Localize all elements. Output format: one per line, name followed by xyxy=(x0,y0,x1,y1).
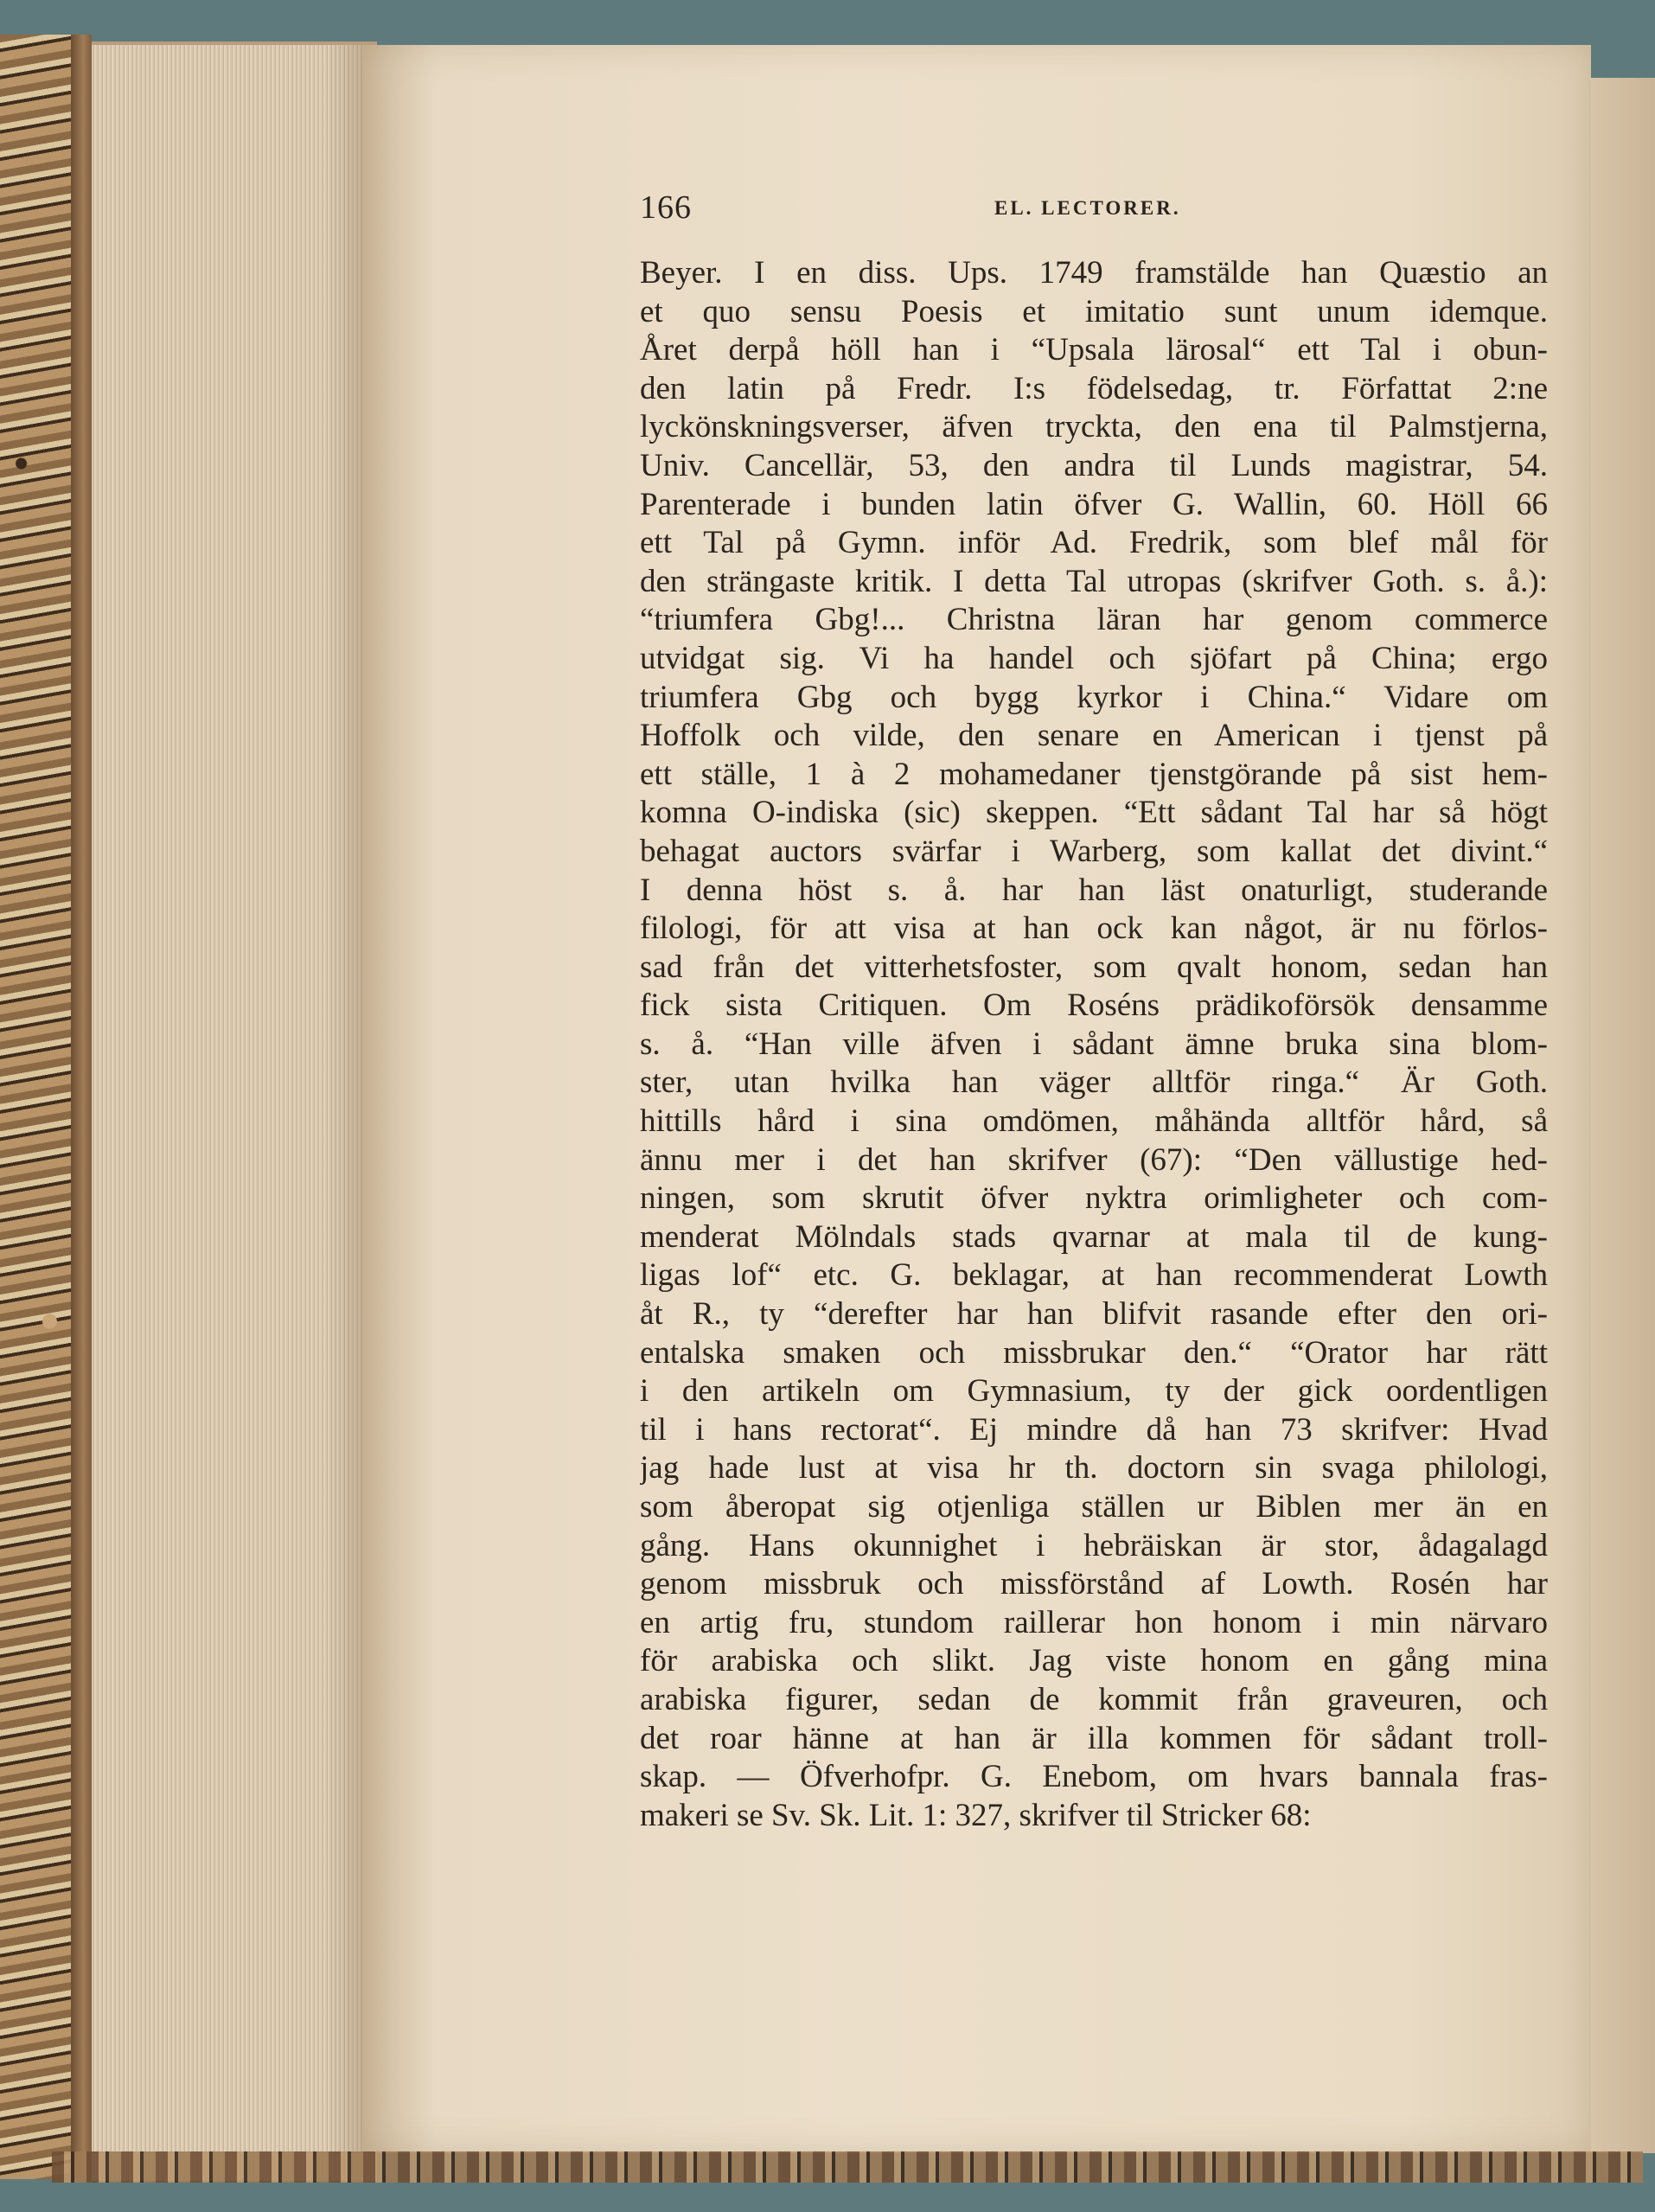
text-line: som åberopat sig otjenliga ställen ur Biblen mer än en xyxy=(640,1489,1548,1525)
text-line: ännu mer i det han skrifver (67): “Den vällustige hed- xyxy=(640,1141,1548,1178)
text-line: Hoffolk och vilde, den senare en American i tjenst på xyxy=(640,718,1548,754)
text-line: den strängaste kritik. I detta Tal utropas (skrifver Goth. s. å.): xyxy=(640,563,1548,599)
text-line: til i hans rectorat“. Ej mindre då han 73 skrifver: Hvad xyxy=(640,1411,1548,1448)
text-line: filologi, för att visa at han ock kan något, är nu förlos- xyxy=(640,911,1548,947)
text-line: skap. — Öfverhofpr. G. Enebom, om hvars bannala fras- xyxy=(640,1759,1548,1795)
text-line: fick sista Critiquen. Om Roséns prädikoförsök densamme xyxy=(640,988,1548,1024)
text-line: ligas lof“ etc. G. beklagar, at han recommenderat Lowth xyxy=(640,1257,1548,1294)
text-line: ster, utan hvilka han väger alltför ringa.“ Är Goth. xyxy=(640,1064,1548,1101)
text-line: i den artikeln om Gymnasium, ty der gick oordentligen xyxy=(640,1373,1548,1410)
text-line: “triumfera Gbg!... Christna läran har genom commerce xyxy=(640,602,1548,638)
text-line: I denna höst s. å. har han läst onaturligt, studerande xyxy=(640,872,1548,908)
text-line: Parenterade i bunden latin öfver G. Wallin, 60. Höll 66 xyxy=(640,486,1548,522)
text-line: arabiska figurer, sedan de kommit från graveuren, och xyxy=(640,1681,1548,1717)
text-line: Univ. Cancellär, 53, den andra til Lunds magistrar, 54. xyxy=(640,447,1548,483)
text-line: behagat auctors svärfar i Warberg, som kallat det divint.“ xyxy=(640,833,1548,869)
cover-inner-edge xyxy=(71,35,92,2179)
text-line: lyckönskningsverser, äfven tryckta, den ena til Palmstjerna, xyxy=(640,409,1548,445)
text-line: hittills hård i sina omdömen, måhända alltför hård, så xyxy=(640,1103,1548,1140)
body-text xyxy=(640,254,1548,1835)
text-line: sad från det vitterhetsfoster, som qvalt honom, sedan han xyxy=(640,949,1548,985)
text-line: ett ställe, 1 à 2 mohamedaner tjenstgörande på sist hem- xyxy=(640,756,1548,792)
text-line: en artig fru, stundom raillerar hon honom i min närvaro xyxy=(640,1604,1548,1640)
text-line: gång. Hans okunnighet i hebräiskan är stor, ådagalagd xyxy=(640,1527,1548,1563)
text-line: Året derpå höll han i “Upsala lärosal“ ett Tal i obun- xyxy=(640,332,1548,368)
text-line: triumfera Gbg och bygg kyrkor i China.“ Vidare om xyxy=(640,679,1548,715)
page-edges-stack xyxy=(92,42,377,2181)
facing-page-edge xyxy=(1589,78,1655,2153)
text-line: det roar hänne at han är illa kommen för sådant troll- xyxy=(640,1720,1548,1756)
text-line: jag hade lust at visa hr th. doctorn sin svaga philologi, xyxy=(640,1450,1548,1486)
marbled-book-cover xyxy=(0,35,73,2179)
page-number: 166 xyxy=(640,189,692,226)
book-bottom-edge xyxy=(52,2151,1643,2183)
text-line: åt R., ty “derefter har han blifvit rasande efter den ori- xyxy=(640,1296,1548,1333)
page-header xyxy=(640,189,1539,227)
text-line: s. å. “Han ville äfven i sådant ämne bruka sina blom- xyxy=(640,1026,1548,1062)
text-line: utvidgat sig. Vi ha handel och sjöfart på China; ergo xyxy=(640,640,1548,676)
running-head: EL. LECTORER. xyxy=(994,197,1181,219)
text-line: menderat Mölndals stads qvarnar at mala til de kung- xyxy=(640,1218,1548,1255)
text-line: makeri se Sv. Sk. Lit. 1: 327, skrifver til Stricker 68: xyxy=(640,1797,1312,1833)
text-line: den latin på Fredr. I:s födelsedag, tr. Författat 2:ne xyxy=(640,370,1548,406)
text-line: ningen, som skrutit öfver nyktra orimligheter och com- xyxy=(640,1180,1548,1217)
text-line: entalska smaken och missbrukar den.“ “Orator har rätt xyxy=(640,1334,1548,1371)
text-line: för arabiska och slikt. Jag viste honom en gång mina xyxy=(640,1643,1548,1679)
text-line: genom missbruk och missförstånd af Lowth. Rosén har xyxy=(640,1566,1548,1602)
text-line: ett Tal på Gymn. inför Ad. Fredrik, som blef mål för xyxy=(640,525,1548,561)
text-line: Beyer. I en diss. Ups. 1749 framstälde han Quæstio an xyxy=(640,255,1548,291)
text-line: et quo sensu Poesis et imitatio sunt unum idemque. xyxy=(640,293,1548,329)
text-line: komna O-indiska (sic) skeppen. “Ett sådant Tal har så högt xyxy=(640,795,1548,831)
